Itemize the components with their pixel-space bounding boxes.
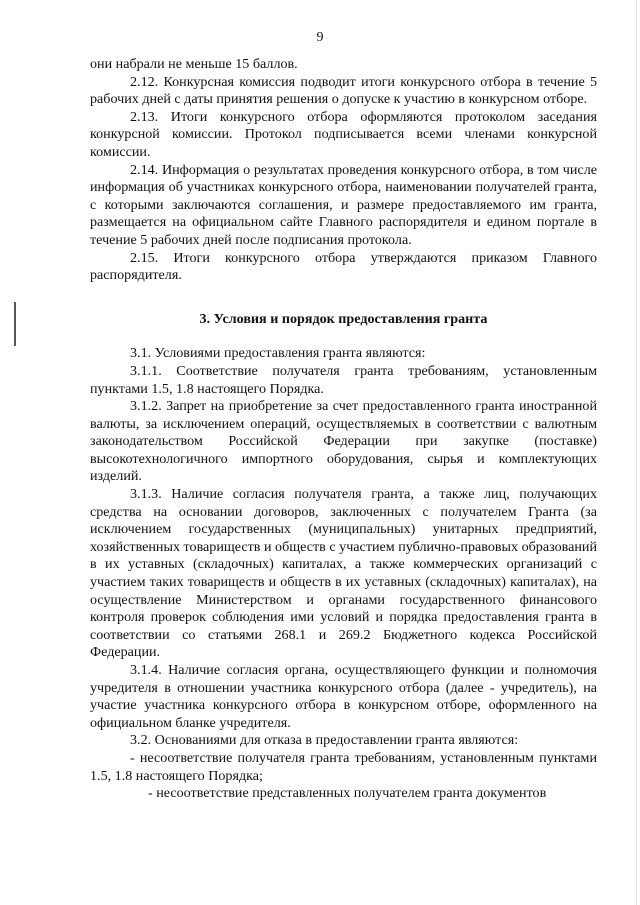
- paragraph-3-1-4: 3.1.4. Наличие согласия органа, осуществляющего функции и полномочия учредителя в отношении участника конкурсного отбора (далее - учредитель), на участие участника конкурсного отбора в конкурсном отборе, оформленного на официальном бланке учредителя.: [90, 662, 597, 731]
- paragraph-3-1-3: 3.1.3. Наличие согласия получателя гранта, а также лиц, получающих средства на основании договоров, заключенных с получателем Гранта (за исключением государственных (муниципальных) унитарных предприятий, хозяйственных товариществ и обществ с участием публично-правовых образований в их уставных (складочных) капиталах, а также коммерческих организаций с участием таких товариществ и обществ в их уставных (складочных) капиталах), на осуществление Министерством и органами государственного финансового контроля проверок соблюдения ими условий и порядка предоставления гранта в соответствии со статьями 268.1 и 269.2 Бюджетного кодекса Российской Федерации.: [90, 486, 597, 661]
- list-item-documents: - несоответствие представленных получателем гранта документов: [148, 785, 547, 802]
- paragraph-2-12: 2.12. Конкурсная комиссия подводит итоги конкурсного отбора в течение 5 рабочих дней с даты принятия решения о допуске к участию в конкурсном отборе.: [90, 73, 597, 108]
- section-heading: 3. Условия и порядок предоставления гранта: [199, 310, 488, 327]
- paragraph-2-13: 2.13. Итоги конкурсного отбора оформляются протоколом заседания конкурсной комиссии. Протокол подписывается всеми членами конкурсной комиссии.: [90, 108, 597, 160]
- paragraph-continuation: они набрали не меньше 15 баллов.: [90, 56, 298, 72]
- spacer: [90, 285, 597, 311]
- scan-margin-mark: [14, 302, 16, 346]
- list-item-requirements: - несоответствие получателя гранта требованиям, установленным пунктами 1.5, 1.8 настоящего Порядка;: [90, 749, 597, 784]
- paragraph-3-2: 3.2. Основаниями для отказа в предоставлении гранта являются:: [130, 732, 519, 749]
- paragraph-2-15: 2.15. Итоги конкурсного отбора утверждаются приказом Главного распорядителя.: [90, 249, 597, 284]
- paragraph-2-14: 2.14. Информация о результатах проведения конкурсного отбора, в том числе информация об участниках конкурсного отбора, наименовании получателей гранта, с которыми заключаются соглашения, и размере предоставляемого им гранта, размещается на официальном сайте Главного распорядителя и едином портале в течение 5 рабочих дней после подписания протокола.: [90, 161, 597, 248]
- spacer: [90, 328, 597, 345]
- paragraph-3-1-2: 3.1.2. Запрет на приобретение за счет предоставленного гранта иностранной валюты, за исключением операций, осуществляемых в соответствии с валютным законодательством Российской Федерации при закупке (поставке) высокотехнологичного импортного оборудования, сырья и комплектующих изделий.: [90, 398, 597, 485]
- paragraph-3-1: 3.1. Условиями предоставления гранта являются:: [130, 345, 426, 362]
- scan-edge: [636, 0, 637, 905]
- paragraph-3-1-1: 3.1.1. Соответствие получателя гранта требованиям, установленным пунктами 1.5, 1.8 настоящего Порядка.: [90, 362, 597, 397]
- page-number: 9: [316, 30, 324, 45]
- document-body: [90, 56, 597, 803]
